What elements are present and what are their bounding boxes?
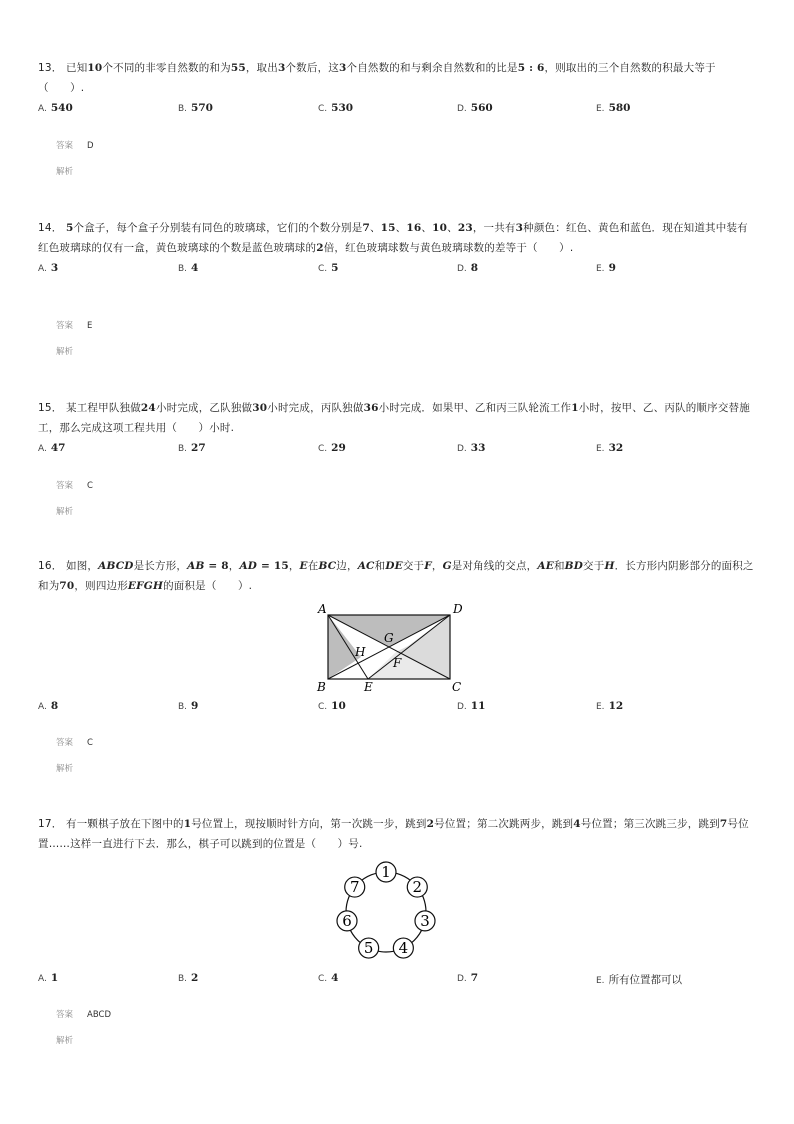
stem-segment: 10: [432, 222, 448, 234]
option-value: 8: [50, 700, 59, 712]
stem-segment: 7: [719, 818, 728, 830]
stem-segment: 24: [140, 402, 156, 414]
question-number: 17．: [38, 818, 63, 830]
options-row: [38, 102, 758, 122]
option-label: D.: [457, 444, 467, 454]
stem-segment: 是对角线的交点，: [451, 560, 538, 572]
option-value: 2: [191, 972, 199, 984]
option-value: 540: [50, 102, 73, 114]
option-label: A.: [38, 444, 47, 454]
option-label: E.: [596, 104, 605, 114]
option-value: 530: [331, 102, 354, 114]
option-a[interactable]: [38, 442, 65, 454]
stem-segment: ，则四边形: [74, 580, 128, 592]
option-label: D.: [457, 264, 467, 274]
option-value: 7: [470, 972, 479, 984]
answer-label: 答案: [56, 481, 74, 491]
stem-segment: ．长方形内阴影部分的面积之和为: [38, 560, 754, 592]
stem-segment: 4: [573, 818, 581, 830]
option-label: C.: [318, 444, 328, 454]
option-value: 32: [608, 442, 624, 454]
question-stem: [38, 398, 758, 438]
stem-segment: 在: [307, 560, 319, 572]
question-13: [38, 58, 758, 122]
stem-segment: ，则取出的三个自然数的积最大等于（ ）.: [38, 62, 716, 94]
option-value: 560: [470, 102, 493, 114]
option-label: E.: [596, 702, 605, 712]
option-value: 4: [331, 972, 339, 984]
analysis-label: 解析: [56, 507, 74, 517]
option-value: 33: [470, 442, 486, 454]
question-16: [38, 556, 758, 596]
analysis-label: 解析: [56, 347, 74, 357]
option-value: 570: [191, 102, 213, 114]
option-e[interactable]: [596, 442, 623, 454]
option-label: D.: [457, 702, 467, 712]
position-number-7: 7: [349, 878, 360, 897]
option-c[interactable]: [318, 262, 338, 274]
stem-segment: 2: [426, 818, 435, 830]
option-label: E.: [596, 976, 605, 986]
question-stem: [38, 218, 758, 258]
position-markers: [337, 862, 435, 958]
option-d[interactable]: [457, 262, 478, 274]
option-e[interactable]: [596, 102, 630, 114]
options-row: [38, 700, 758, 720]
answer-line: [56, 736, 93, 748]
option-c[interactable]: [318, 972, 338, 984]
question-number: 16．: [38, 560, 63, 572]
answer-value: E: [87, 321, 93, 331]
circle-figure: [326, 856, 446, 968]
stem-segment: = 15: [257, 560, 289, 572]
stem-segment: F: [424, 560, 432, 572]
stem-segment: EFGH: [127, 580, 164, 592]
question-17-options: [38, 968, 758, 992]
stem-segment: AB: [187, 560, 205, 572]
option-e[interactable]: [596, 972, 682, 987]
position-number-3: 3: [420, 911, 430, 930]
option-value: 5: [331, 262, 339, 274]
stem-segment: 是长方形，: [133, 560, 188, 572]
position-number-4: 4: [398, 939, 409, 958]
options-row: [38, 972, 758, 992]
stem-segment: 的面积是（ ）.: [163, 580, 253, 592]
option-b[interactable]: [178, 102, 213, 114]
answer-label: 答案: [56, 141, 74, 151]
stem-segment: 小时完成，丙队独做: [267, 402, 364, 414]
position-number-5: 5: [363, 939, 374, 958]
stem-segment: 交于: [402, 560, 425, 572]
stem-segment: 号位置……这样一直进行下去．那么，棋子可以跳到的位置是（ ）号.: [38, 818, 749, 850]
option-b[interactable]: [178, 262, 198, 274]
option-value: 12: [608, 700, 624, 712]
stem-segment: 已知: [66, 62, 88, 74]
stem-segment: 和: [374, 560, 386, 572]
option-e[interactable]: [596, 262, 616, 274]
option-label: A.: [38, 104, 47, 114]
question-14: [38, 218, 758, 282]
stem-segment: ，: [431, 560, 443, 572]
position-number-2: 2: [412, 878, 423, 897]
question-number: 14．: [38, 222, 63, 234]
answer-label: 答案: [56, 738, 74, 748]
label-c: C: [452, 680, 462, 694]
answer-line: [56, 1008, 111, 1020]
stem-segment: 、: [447, 222, 458, 234]
stem-segment: 10: [87, 62, 103, 74]
option-value: 3: [50, 262, 59, 274]
option-label: C.: [318, 264, 328, 274]
option-label: A.: [38, 974, 47, 984]
rectangle-figure: [310, 600, 470, 696]
stem-segment: 30: [252, 402, 268, 414]
option-value: 9: [608, 262, 616, 274]
stem-segment: 个盒子，每个盒子分别装有同色的玻璃球，它们的个数分别是: [73, 222, 363, 234]
stem-segment: 70: [59, 580, 75, 592]
stem-segment: 23: [457, 222, 473, 234]
option-label: E.: [596, 264, 605, 274]
option-value: 1: [50, 972, 59, 984]
option-value: 10: [331, 700, 346, 712]
stem-segment: 倍，红色玻璃球数与黄色玻璃球数的差等于（ ）.: [323, 242, 574, 254]
stem-segment: 某工程甲队独做: [66, 402, 141, 414]
stem-segment: 小时，按甲、乙、丙队的顺序交替施工，那么完成这项工程共用（ ）小时.: [38, 402, 750, 434]
stem-segment: 3: [277, 62, 286, 74]
question-stem: [38, 58, 758, 98]
answer-label: 答案: [56, 321, 74, 331]
option-d[interactable]: [457, 102, 493, 114]
stem-segment: BC: [318, 560, 337, 572]
option-a[interactable]: [38, 700, 58, 712]
label-a: A: [318, 602, 327, 616]
option-c[interactable]: [318, 102, 353, 114]
stem-segment: 号位置；第三次跳三步，跳到: [580, 818, 720, 830]
stem-segment: AD: [239, 560, 258, 572]
option-value: 4: [191, 262, 199, 274]
option-label: B.: [178, 444, 188, 454]
question-15: [38, 398, 758, 462]
question-number: 15．: [38, 402, 63, 414]
answer-line: [56, 479, 93, 491]
stem-segment: 15: [380, 222, 396, 234]
option-label: A.: [38, 702, 47, 712]
option-d[interactable]: [457, 972, 478, 984]
option-label: B.: [178, 702, 188, 712]
option-a[interactable]: [38, 102, 73, 114]
option-label: A.: [38, 264, 47, 274]
stem-segment: 1: [571, 402, 579, 414]
stem-segment: ，: [288, 560, 300, 572]
stem-segment: 交于: [583, 560, 605, 572]
label-g: G: [384, 631, 394, 645]
question-stem: [38, 814, 758, 854]
stem-segment: DE: [385, 560, 403, 572]
analysis-label: 解析: [56, 1036, 74, 1046]
option-value: 11: [470, 700, 486, 712]
stem-segment: 如图，: [66, 560, 99, 572]
option-label: E.: [596, 444, 605, 454]
label-e: E: [364, 680, 373, 694]
stem-segment: 有一颗棋子放在下图中的: [66, 818, 184, 830]
option-d[interactable]: [457, 442, 485, 454]
position-number-6: 6: [342, 911, 352, 930]
answer-value: C: [87, 481, 93, 491]
stem-segment: 5 : 6: [517, 62, 545, 74]
stem-segment: 5: [66, 222, 74, 234]
answer-value: D: [87, 141, 94, 151]
label-h: H: [355, 645, 366, 659]
answer-value: ABCD: [87, 1010, 111, 1020]
stem-segment: 1: [183, 818, 192, 830]
stem-segment: 3: [338, 62, 347, 74]
stem-segment: 和: [553, 560, 565, 572]
stem-segment: 55: [230, 62, 246, 74]
stem-segment: 2: [316, 242, 324, 254]
stem-segment: G: [442, 560, 452, 572]
option-value: 47: [50, 442, 66, 454]
stem-segment: ，一共有: [472, 222, 516, 234]
option-label: C.: [318, 702, 328, 712]
option-label: D.: [457, 104, 467, 114]
stem-segment: = 8: [204, 560, 229, 572]
option-value: 8: [470, 262, 479, 274]
label-b: B: [317, 680, 326, 694]
stem-segment: BD: [564, 560, 584, 572]
stem-segment: 、: [369, 222, 381, 234]
stem-segment: 小时完成．如果甲、乙和丙三队轮流工作: [378, 402, 572, 414]
option-b[interactable]: [178, 972, 198, 984]
label-f: F: [393, 656, 402, 670]
stem-segment: 、: [421, 222, 433, 234]
question-stem: [38, 556, 758, 596]
option-label: C.: [318, 104, 328, 114]
stem-segment: 3: [515, 222, 524, 234]
question-16-options: [38, 696, 758, 720]
stem-segment: ABCD: [98, 560, 134, 572]
answer-line: [56, 139, 94, 151]
option-c[interactable]: [318, 442, 346, 454]
option-value: 27: [191, 442, 206, 454]
option-value: 29: [331, 442, 346, 454]
stem-segment: 号位置上，现按顺时针方向，第一次跳一步，跳到: [191, 818, 427, 830]
stem-segment: ，: [228, 560, 240, 572]
position-number-1: 1: [381, 863, 391, 881]
option-value: 9: [191, 700, 199, 712]
stem-segment: 个自然数的和与剩余自然数和的比是: [346, 62, 518, 74]
question-17: [38, 814, 758, 854]
stem-segment: AC: [357, 560, 375, 572]
option-label: B.: [178, 974, 188, 984]
option-label: B.: [178, 104, 188, 114]
option-label: B.: [178, 264, 188, 274]
stem-segment: AE: [537, 560, 554, 572]
stem-segment: 36: [363, 402, 379, 414]
question-number: 13．: [38, 62, 63, 74]
option-label: D.: [457, 974, 467, 984]
analysis-label: 解析: [56, 764, 74, 774]
option-c[interactable]: [318, 700, 346, 712]
stem-segment: 号位置；第二次跳两步，跳到: [434, 818, 574, 830]
label-d: D: [453, 602, 463, 616]
answer-value: C: [87, 738, 93, 748]
options-row: [38, 262, 758, 282]
stem-segment: 16: [406, 222, 422, 234]
stem-segment: ，取出: [245, 62, 278, 74]
option-b[interactable]: [178, 700, 198, 712]
stem-segment: 小时完成，乙队独做: [155, 402, 253, 414]
stem-segment: 7: [362, 222, 370, 234]
answer-line: [56, 319, 92, 331]
stem-segment: 、: [395, 222, 407, 234]
stem-segment: E: [299, 560, 308, 572]
stem-segment: 个数后，这: [285, 62, 339, 74]
option-a[interactable]: [38, 972, 58, 984]
answer-label: 答案: [56, 1010, 74, 1020]
option-d[interactable]: [457, 700, 485, 712]
stem-segment: H: [604, 560, 615, 572]
option-label: C.: [318, 974, 328, 984]
stem-segment: 个不同的非零自然数的和为: [102, 62, 231, 74]
analysis-label: 解析: [56, 167, 74, 177]
option-value: 所有位置都可以: [608, 974, 683, 986]
stem-segment: 边，: [336, 560, 358, 572]
stem-segment: 种颜色：红色、黄色和蓝色．现在知道其中装有红色玻璃球的仅有一盒，黄色玻璃球的个数是蓝色玻璃球的: [38, 222, 748, 254]
option-a[interactable]: [38, 262, 58, 274]
option-e[interactable]: [596, 700, 623, 712]
options-row: [38, 442, 758, 462]
option-b[interactable]: [178, 442, 206, 454]
option-value: 580: [608, 102, 631, 114]
